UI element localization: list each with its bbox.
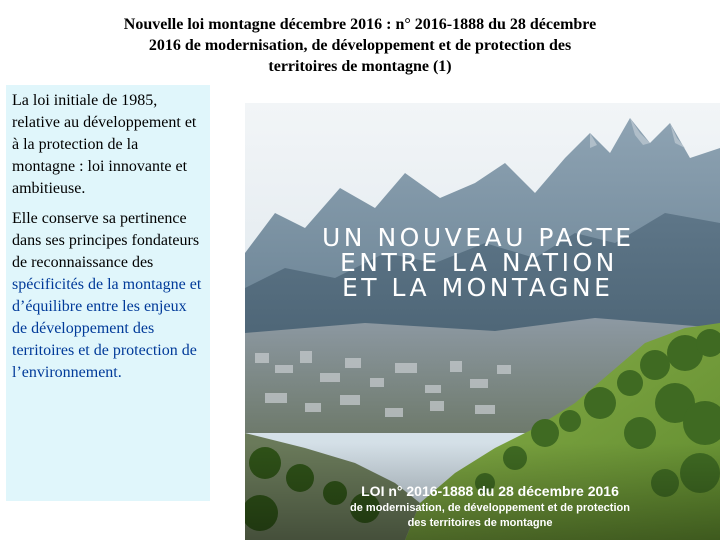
headline-line-1: UN NOUVEAU PACTE xyxy=(322,223,635,252)
title-line-3: territoires de montagne (1) xyxy=(268,58,452,75)
title-line-1: Nouvelle loi montagne décembre 2016 : n° 2016-1888 du 28 décembre xyxy=(123,16,597,33)
law-title-line-1: LOI n° 2016-1888 du 28 décembre 2016 xyxy=(361,483,619,499)
summary-paragraph-2 xyxy=(12,208,204,384)
summary-paragraph-2-intro: Elle conserve sa pertinence dans ses principes fondateurs de reconnaissance des xyxy=(12,210,200,271)
summary-text-box xyxy=(6,85,210,501)
law-title-line-3: des territoires de montagne xyxy=(407,517,553,529)
summary-paragraph-1: La loi initiale de 1985, relative au développement et à la protection de la montagne : loi innovante et ambitieuse. xyxy=(12,92,197,197)
summary-paragraph-2-accent: spécificités de la montagne et d’équilibre entre les enjeux de développement des territoires et de protection de l’environnement. xyxy=(12,276,202,381)
law-title-line-2: de modernisation, de développement et de protection xyxy=(350,502,630,514)
title-line-2: 2016 de modernisation, de développement et de protection des xyxy=(148,37,572,54)
slide-title xyxy=(70,14,650,77)
headline-line-2: ENTRE LA NATION xyxy=(340,248,618,277)
headline-line-3: ET LA MONTAGNE xyxy=(342,273,614,302)
mountain-poster-image xyxy=(245,103,720,540)
mountain-landscape-illustration xyxy=(245,103,720,540)
